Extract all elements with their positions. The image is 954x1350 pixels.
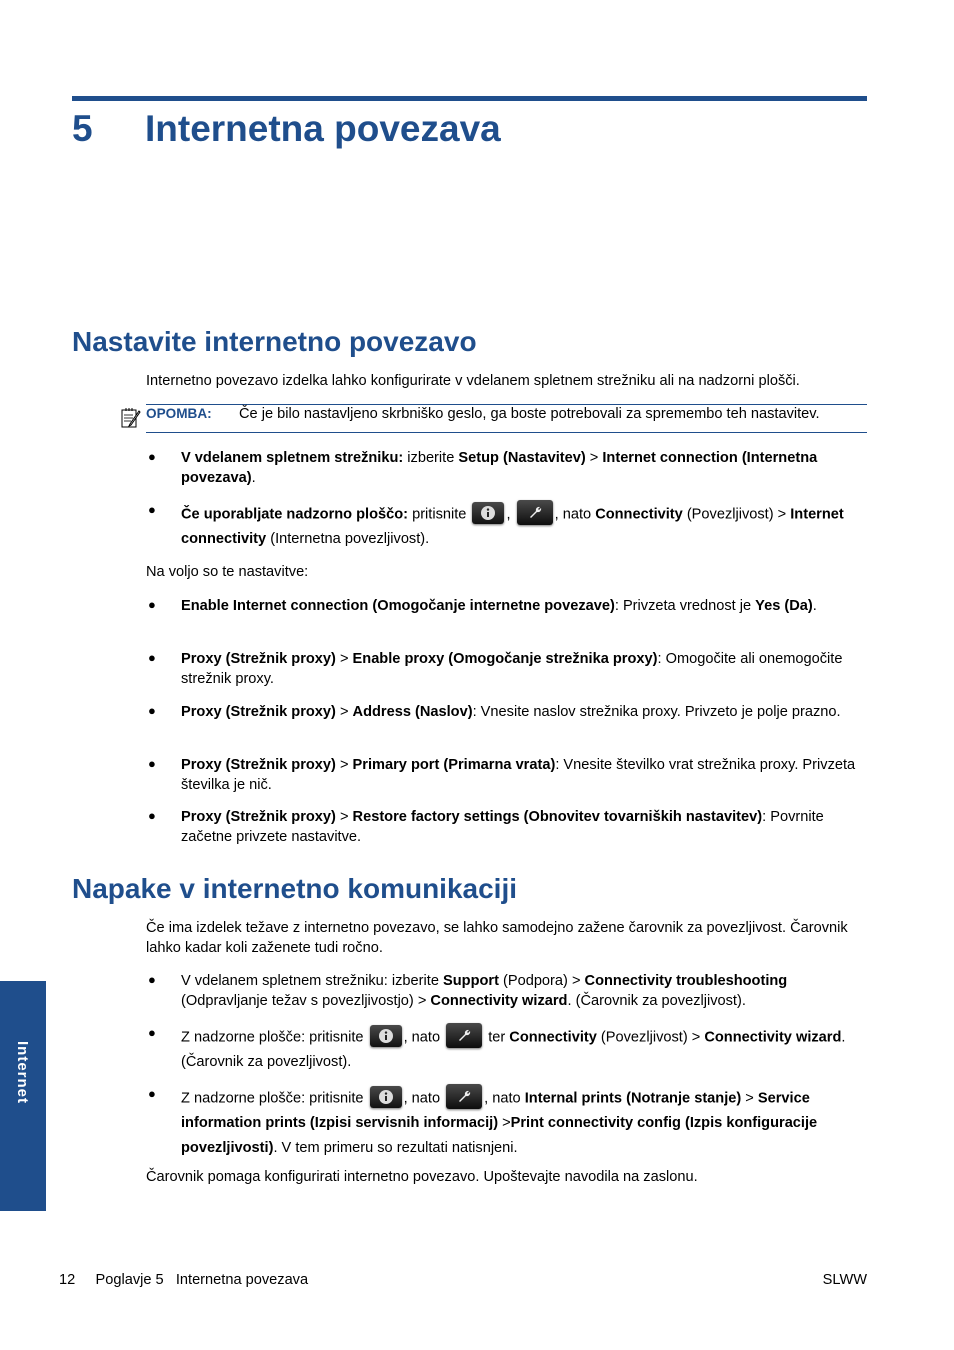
bullet-dot: ● xyxy=(148,502,156,517)
bullet-dot: ● xyxy=(148,756,156,771)
bullet-dot: ● xyxy=(148,1086,156,1101)
bullet-text: Enable Internet connection (Omogočanje internetne povezave): Privzeta vrednost je Yes (Da). xyxy=(181,598,817,614)
closing-text: Čarovnik pomaga konfigurirati internetno povezavo. Upoštevajte navodila na zaslonu. xyxy=(146,1169,698,1185)
bullet-text: V vdelanem spletnem strežniku: izberite Setup (Nastavitev) > Internet connection (Internetna povezava). xyxy=(181,450,818,486)
wrench-icon xyxy=(446,1023,482,1048)
bullet-dot: ● xyxy=(148,972,156,987)
section-intro: Internetno povezavo izdelka lahko konfigurirate v vdelanem spletnem strežniku ali na nadzorni plošči. xyxy=(146,373,800,389)
note-icon xyxy=(120,407,142,434)
note-divider-top xyxy=(146,404,867,405)
bullet-text: Če uporabljate nadzorno ploščo: pritisnite , , nato Connectivity (Povezljivost) > Internet connectivity (Internetna povezljivost). xyxy=(181,502,871,552)
info-icon xyxy=(472,502,504,524)
note xyxy=(146,406,820,422)
chapter-title-text: Internetna povezava xyxy=(145,108,501,149)
wrench-icon xyxy=(446,1084,482,1109)
bullet-dot: ● xyxy=(148,1025,156,1040)
page-number: 12 xyxy=(59,1272,76,1288)
bullet-text: Proxy (Strežnik proxy) > Address (Naslov): Vnesite naslov strežnika proxy. Privzeto je polje prazno. xyxy=(181,704,841,720)
info-icon xyxy=(370,1086,402,1108)
bullet-dot: ● xyxy=(148,650,156,665)
bullet-text: Proxy (Strežnik proxy) > Restore factory settings (Obnovitev tovarniških nastavitev): Povrnite začetne privzete nastavitve. xyxy=(181,809,824,845)
footer-left xyxy=(59,1272,308,1288)
footer-chapter-title: Internetna povezava xyxy=(175,1272,309,1288)
bullet-text: Proxy (Strežnik proxy) > Enable proxy (Omogočanje strežnika proxy): Omogočite ali onemogočite strežnik proxy. xyxy=(181,651,843,687)
side-tab-label: Internet xyxy=(14,1041,31,1105)
bullet-text: Z nadzorne plošče: pritisnite , nato , nato Internal prints (Notranje stanje) > Service information prints (Izpisi servisnih informacij) >Print connectivity config (Izpis konfiguracije povezljivosti). V tem primeru so rezultati natisnjeni. xyxy=(181,1086,871,1161)
section-intro: Če ima izdelek težave z internetno povezavo, se lahko samodejno zažene čarovnik za povezljivost. Čarovnik lahko kadar koli zaženete tudi ročno. xyxy=(146,920,848,956)
section-heading-setup: Nastavite internetno povezavo xyxy=(72,326,477,357)
chapter-number: 5 xyxy=(72,108,93,149)
wrench-icon xyxy=(517,500,553,525)
side-tab xyxy=(0,981,46,1211)
footer-chapter: Poglavje 5 xyxy=(95,1272,164,1288)
bullet-dot: ● xyxy=(148,808,156,823)
chapter-rule xyxy=(72,96,867,101)
bullet-dot: ● xyxy=(148,703,156,718)
bullet-dot: ● xyxy=(148,449,156,464)
note-label: OPOMBA: xyxy=(146,406,212,421)
info-icon xyxy=(370,1025,402,1047)
note-text: Če je bilo nastavljeno skrbniško geslo, ga boste potrebovali za spremembo teh nastavitev. xyxy=(239,406,820,422)
bullet-text: Proxy (Strežnik proxy) > Primary port (Primarna vrata): Vnesite številko vrat strežnika proxy. Privzeta številka je nič. xyxy=(181,757,856,793)
bullet-text: Z nadzorne plošče: pritisnite , nato ter Connectivity (Povezljivost) > Connectivity wizard. (Čarovnik za povezljivost). xyxy=(181,1025,871,1075)
available-settings-text: Na voljo so te nastavitve: xyxy=(146,564,309,580)
bullet-dot: ● xyxy=(148,597,156,612)
note-divider-bottom xyxy=(146,432,867,433)
bullet-text: V vdelanem spletnem strežniku: izberite Support (Podpora) > Connectivity troubleshooting (Odpravljanje težav s povezljivostjo) > Connectivity wizard. (Čarovnik za povezljivost). xyxy=(181,973,788,1009)
chapter-title xyxy=(72,108,501,150)
footer-code: SLWW xyxy=(822,1272,867,1288)
section-heading-errors: Napake v internetno komunikaciji xyxy=(72,873,518,904)
